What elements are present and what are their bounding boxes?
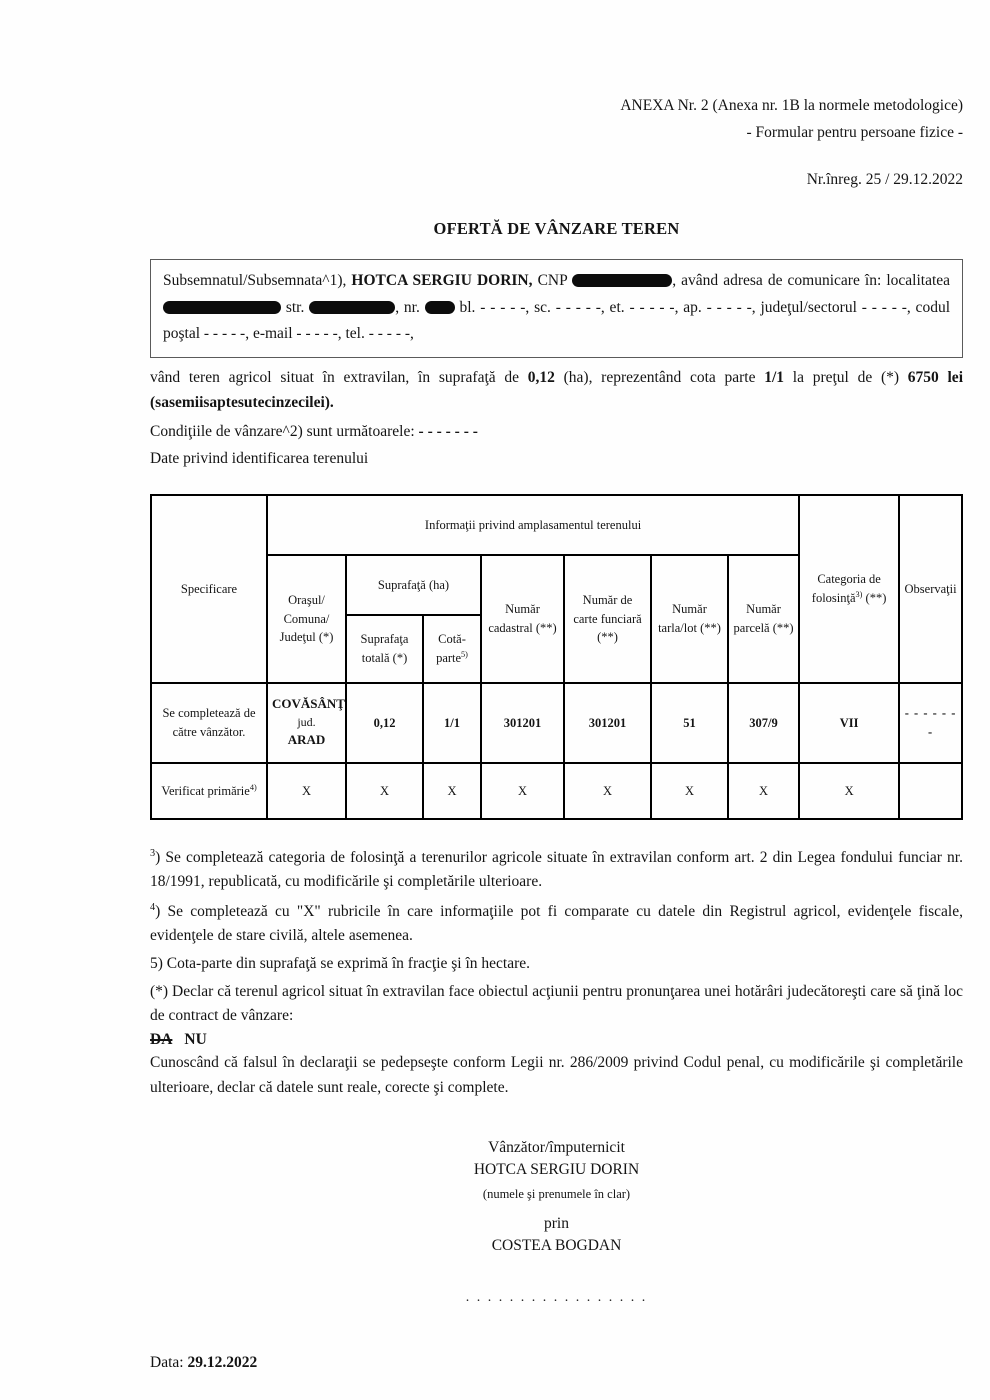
text-segment: Condiţiile de vânzare^2) sunt următoarele:: [150, 423, 419, 440]
declarant-paragraph: [163, 268, 950, 347]
cell-tarla: 51: [651, 683, 728, 763]
text-segment: - - - - - - -: [418, 423, 478, 440]
registration-line: Nr.înreg. 25 / 29.12.2022: [806, 171, 963, 189]
text-segment: ) Se completează cu "X" rubricile în care informaţiile pot fi comparate cu datele din Registrul agricol, evidenţele fiscale, evidenţele de stare civilă, altele asemenea.: [150, 902, 963, 944]
text-segment: ) Se completează categoria de folosinţă a terenurilor agricole situate în extravilan conform art. 2 din Legea fondului funciar nr. 18/1991, republicată, cu modificările şi completările ulterioare.: [150, 848, 963, 890]
row-seller-label-line: către vânzător.: [172, 724, 246, 739]
col-header-amplasament: Informaţii privind amplasamentul terenului: [267, 495, 799, 555]
signature-note: (numele şi prenumele în clar): [482, 1186, 631, 1201]
form-type-line: - Formular pentru persoane fizice -: [746, 124, 963, 142]
text-segment: Categoria de folosinţă: [811, 572, 881, 605]
col-header-categoria: [799, 495, 899, 683]
text-segment: , având adresa de comunicare în: localitatea: [672, 272, 951, 290]
signature-block: [150, 1137, 963, 1308]
col-header-parcela: Număr parcelă (**): [728, 555, 799, 683]
col-header-oras: [267, 555, 346, 683]
col-header-specificare: Specificare: [151, 495, 267, 683]
declaration-paragraph: (*) Declar că terenul agricol situat în extravilan face obiectul acţiunii pentru pronunţarea unei hotărâri judecătoreşti care să ţină loc de contract de vânzare:: [150, 982, 963, 1025]
col-header-observatii: Observaţii: [899, 495, 962, 683]
text-segment: 3): [855, 589, 863, 599]
col-header-cadastral: Număr cadastral (**): [481, 555, 564, 683]
col-header-carte-funciara: Număr de carte funciară (**): [564, 555, 651, 683]
da-nu-line: [150, 1031, 963, 1049]
col-header-oras-line: Oraşul/: [288, 593, 325, 608]
text-segment: HOTCA SERGIU DORIN,: [351, 272, 533, 290]
text-segment: str.: [281, 298, 310, 316]
text-segment: 4): [249, 782, 257, 792]
cell-observatii: - - - - - - -: [899, 683, 962, 763]
footnote-4: [150, 900, 963, 948]
col-header-suprafata-group: Suprafaţă (ha): [346, 555, 481, 615]
cell-carte-funciara: 301201: [564, 683, 651, 763]
signature-proxy-name: COSTEA BOGDAN: [491, 1237, 622, 1255]
cell-verificat-mark: X: [564, 763, 651, 819]
footnote-5: 5) Cota-parte din suprafaţă se exprimă în fracţie şi în hectare.: [150, 954, 531, 972]
annex-line: ANEXA Nr. 2 (Anexa nr. 1B la normele metodologice): [620, 97, 963, 114]
text-segment: 4: [150, 901, 156, 913]
text-segment: 6750 lei: [907, 369, 963, 387]
col-header-cota-parte: [423, 615, 481, 683]
text-segment: 1/1: [764, 369, 785, 387]
date-value: 29.12.2022: [187, 1354, 258, 1372]
page-content: [150, 0, 963, 1372]
declarant-box: [150, 259, 963, 358]
signature-role: Vânzător/împuternicit: [488, 1138, 625, 1156]
land-id-heading: Date privind identificarea terenului: [150, 449, 369, 467]
signature-prin: prin: [544, 1214, 569, 1232]
row-seller-label-line: Se completează de: [162, 706, 256, 721]
conditions-line: [150, 420, 963, 445]
text-segment: vând teren agricol situat în extravilan, în suprafaţă de: [150, 369, 528, 387]
da-option: DA: [150, 1031, 173, 1049]
text-segment: CNP: [532, 272, 573, 290]
sale-paragraph: [150, 366, 963, 416]
cell-categoria: VII: [799, 683, 899, 763]
cell-verificat-mark: X: [423, 763, 481, 819]
cell-parcela: 307/9: [728, 683, 799, 763]
penalty-paragraph: Cunoscând că falsul în declaraţii se pedepseşte conform Legii nr. 286/2009 privind Codul penal, cu modificările şi completările ulterioare, declar că datele sunt reale, corecte şi complete.: [150, 1054, 963, 1097]
cell-verificat-mark: X: [346, 763, 423, 819]
row-verificat-label: [151, 763, 267, 819]
redaction-bar-str: [309, 301, 395, 314]
date-line: [150, 1354, 963, 1372]
row-seller-label: [151, 683, 267, 763]
footnote-3: [150, 846, 963, 894]
text-segment: Cotă-parte: [436, 632, 466, 665]
cell-verificat-mark: X: [481, 763, 564, 819]
text-segment: 0,12: [527, 369, 555, 387]
cell-verificat-mark: X: [728, 763, 799, 819]
cell-verificat-mark: X: [651, 763, 728, 819]
text-segment: 3: [150, 847, 156, 859]
cell-oras-name: COVĂSÂNŢ: [272, 696, 345, 712]
cell-suprafata-totala: 0,12: [346, 683, 423, 763]
header-block: [150, 92, 963, 193]
document-title: OFERTĂ DE VÂNZARE TEREN: [433, 219, 680, 239]
cell-cota-parte: 1/1: [423, 683, 481, 763]
cell-verificat-mark: X: [799, 763, 899, 819]
cell-oras-jud: jud.: [297, 714, 316, 729]
col-header-oras-line: Judeţul (*): [279, 629, 334, 644]
cell-oras-county: ARAD: [287, 732, 326, 748]
text-segment: , nr.: [395, 298, 425, 316]
text-segment: (**): [862, 590, 887, 605]
date-label: Data:: [150, 1354, 188, 1372]
col-header-suprafata-totala: Suprafaţa totală (*): [346, 615, 423, 683]
col-header-tarla: Număr tarla/lot (**): [651, 555, 728, 683]
text-segment: 5): [461, 649, 468, 659]
text-segment: bl. - - - - -, sc. - - - - -, et. - - - - -, ap. - - - - -, judeţul/sectorul - - - - -, codul poştal - - - - -, e-mail - - - - -, tel. - - - - -,: [163, 298, 950, 343]
signature-name: HOTCA SERGIU DORIN: [473, 1161, 640, 1179]
signature-dotted-line: . . . . . . . . . . . . . . . . .: [465, 1289, 648, 1305]
cell-oras: [267, 683, 346, 763]
cell-verificat-observatii-empty: [899, 763, 962, 819]
cell-numar-cadastral: 301201: [481, 683, 564, 763]
text-segment: la preţul de (*): [784, 369, 908, 387]
text-segment: Verificat primărie: [161, 783, 250, 798]
nu-option: NU: [184, 1031, 207, 1049]
land-identification-table: [150, 494, 963, 820]
redaction-bar-loc: [163, 301, 281, 314]
redaction-bar-nr: [425, 301, 455, 314]
redaction-bar-cnp: [572, 274, 672, 287]
col-header-oras-line: Comuna/: [283, 611, 330, 626]
text-segment: Subsemnatul/Subsemnata^1),: [163, 272, 352, 290]
text-segment: (ha), reprezentând cota parte: [554, 369, 765, 387]
text-segment: (sasemiisaptesutecinzecilei).: [150, 394, 334, 412]
cell-verificat-mark: X: [267, 763, 346, 819]
